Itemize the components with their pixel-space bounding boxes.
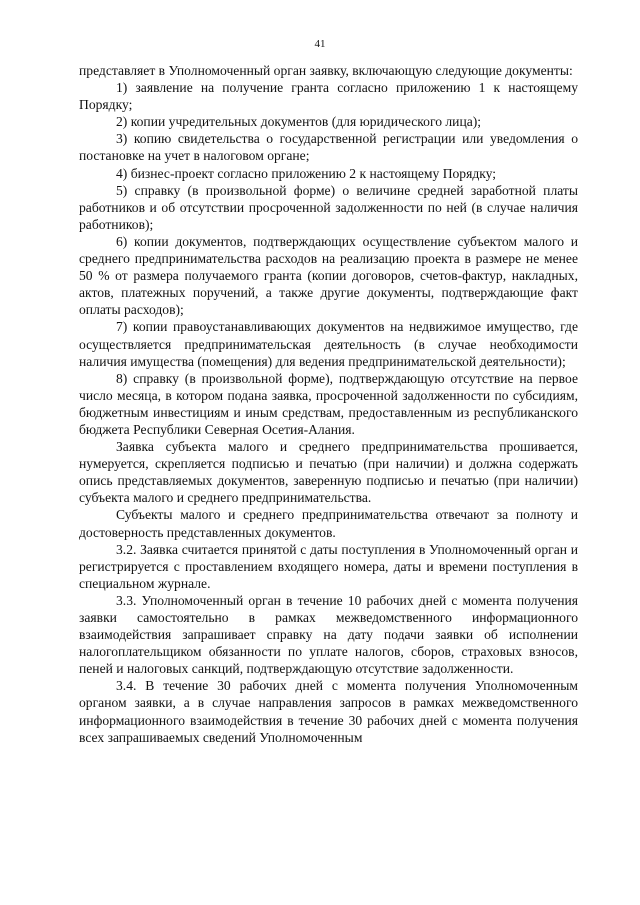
list-item-2: 2) копии учредительных документов (для юридического лица); [116, 114, 482, 130]
document-body [79, 62, 578, 746]
list-item-8: 8) справку (в произвольной форме), подтверждающую отсутствие на первое число месяца, в котором подана заявка, просроченной задолженности по субсидиям, бюджетным инвестициям и иным средствам, предоставленным из республиканского бюджета Республики Северная Осетия-Алания. [79, 370, 578, 437]
list-item-3: 3) копию свидетельства о государственной регистрации или уведомления о постановке на учет в налоговом органе; [79, 131, 578, 164]
paragraph-responsibility: Субъекты малого и среднего предпринимательства отвечают за полноту и достоверность представленных документов. [79, 507, 578, 540]
list-item-4: 4) бизнес-проект согласно приложению 2 к настоящему Порядку; [116, 165, 497, 181]
clause-3-3: 3.3. Уполномоченный орган в течение 10 рабочих дней с момента получения заявки самостоятельно в рамках межведомственного информационного взаимодействия запрашивает справку на дату подачи заявки об исполнении налогоплательщиком обязанности по уплате налогов, сборов, страховых взносов, пеней и налоговых санкций, подтверждающую отсутствие задолженности. [79, 592, 578, 677]
page-number: 41 [314, 38, 326, 50]
paragraph-application-binding: Заявка субъекта малого и среднего предпринимательства прошивается, нумеруется, скрепляется подписью и печатью (при наличии) и должна содержать опись представляемых документов, заверенную подписью и печатью (при наличии) субъекта малого и среднего предпринимательства. [79, 439, 578, 506]
list-item-6: 6) копии документов, подтверждающих осуществление субъектом малого и среднего предпринимательства расходов на реализацию проекта в размере не менее 50 % от размера получаемого гранта (копии договоров, счетов-фактур, накладных, актов, платежных поручений, а также другие документы, подтверждающие факт оплаты расходов); [79, 233, 578, 318]
clause-3-2: 3.2. Заявка считается принятой с даты поступления в Уполномоченный орган и регистрируется с проставлением входящего номера, даты и времени поступления в специальном журнале. [79, 541, 578, 591]
list-item-7: 7) копии правоустанавливающих документов на недвижимое имущество, где осуществляется предпринимательская деятельность (в случае необходимости наличия имущества (помещения) для ведения предпринимательской деятельности); [79, 319, 578, 369]
list-item-1: 1) заявление на получение гранта согласно приложению 1 к настоящему Порядку; [79, 80, 578, 113]
list-item-5: 5) справку (в произвольной форме) о величине средней заработной платы работников и об отсутствии просроченной задолженности по ней (в случае наличия работников); [79, 182, 578, 232]
paragraph-intro: представляет в Уполномоченный орган заявку, включающую следующие документы: [79, 63, 573, 78]
clause-3-4: 3.4. В течение 30 рабочих дней с момента получения Уполномоченным органом заявки, а в случае направления запросов в рамках межведомственного информационного взаимодействия в течение 30 рабочих дней с момента получения всех запрашиваемых сведений Уполномоченным [79, 678, 578, 745]
